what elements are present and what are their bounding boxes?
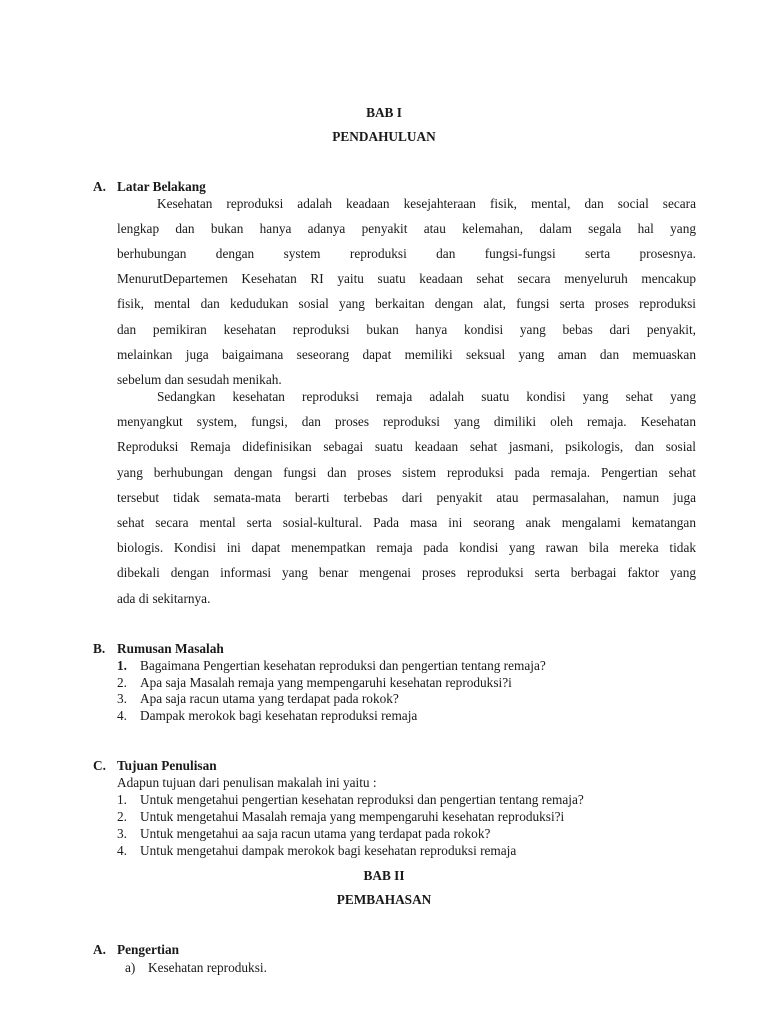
list-item: Untuk mengetahui aa saja racun utama yang terdapat pada rokok? [140, 826, 491, 841]
list-item: Untuk mengetahui Masalah remaja yang mempengaruhi kesehatan reproduksi?i [140, 809, 565, 824]
paragraph-line: ada di sekitarnya. [117, 591, 211, 606]
list-number: 3. [117, 826, 127, 841]
list-number: 2. [117, 809, 127, 824]
list-number: 3. [117, 691, 127, 706]
list-item: Apa saja racun utama yang terdapat pada rokok? [140, 691, 399, 706]
bab2-subtitle: PEMBAHASAN [336, 892, 432, 907]
paragraph-line: menyangkut system, fungsi, dan proses reproduksi yang dimiliki oleh remaja. Kesehatan [117, 414, 696, 429]
list-item: Untuk mengetahui pengertian kesehatan reproduksi dan pengertian tentang remaja? [140, 792, 584, 807]
list-number: a) [125, 960, 136, 975]
paragraph-line: sebelum dan sesudah menikah. [117, 372, 282, 387]
section-b-marker: B. [93, 641, 106, 656]
list-number: 1. [117, 658, 127, 673]
list-item: Untuk mengetahui dampak merokok bagi kesehatan reproduksi remaja [140, 843, 517, 858]
section-pengertian-marker: A. [93, 942, 106, 957]
section-a-heading: Latar Belakang [117, 179, 206, 194]
bab1-title: BAB I [366, 105, 402, 120]
paragraph-line: sehat secara mental serta sosial-kultural. Pada masa ini seorang anak mengalami kematangan [117, 515, 696, 530]
bab1-subtitle: PENDAHULUAN [332, 129, 436, 144]
paragraph-line: dan pemikiran kesehatan reproduksi bukan hanya kondisi yang bebas dari penyakit, [117, 322, 696, 337]
list-item: Bagaimana Pengertian kesehatan reproduksi dan pengertian tentang remaja? [140, 658, 546, 673]
tujuan-intro: Adapun tujuan dari penulisan makalah ini yaitu : [117, 775, 377, 790]
paragraph-line: lengkap dan bukan hanya adanya penyakit atau kelemahan, dalam segala hal yang [117, 221, 696, 236]
section-b-heading: Rumusan Masalah [117, 641, 224, 656]
paragraph-line: melainkan juga baigaimana seseorang dapat memiliki seksual yang aman dan memuaskan [117, 347, 696, 362]
paragraph-line: Sedangkan kesehatan reproduksi remaja adalah suatu kondisi yang sehat yang [157, 389, 696, 404]
section-c-marker: C. [93, 758, 106, 773]
list-item: Apa saja Masalah remaja yang mempengaruhi kesehatan reproduksi?i [140, 675, 512, 690]
section-pengertian-heading: Pengertian [117, 942, 180, 957]
paragraph-line: fisik, mental dan kedudukan sosial yang berkaitan dengan alat, fungsi serta proses reproduksi [117, 296, 696, 311]
bab2-title: BAB II [363, 868, 405, 883]
list-item: Dampak merokok bagi kesehatan reproduksi remaja [140, 708, 418, 723]
paragraph-line: tersebut tidak semata-mata berarti terbebas dari penyakit atau permasalahan, namun juga [117, 490, 696, 505]
paragraph-line: biologis. Kondisi ini dapat menempatkan remaja pada kondisi yang rawan bila mereka tidak [117, 540, 696, 555]
list-number: 2. [117, 675, 127, 690]
section-a-marker: A. [93, 179, 106, 194]
paragraph-line: dibekali dengan informasi yang benar mengenai proses reproduksi serta berbagai faktor yang [117, 565, 696, 580]
paragraph-line: MenurutDepartemen Kesehatan RI yaitu suatu keadaan sehat secara menyeluruh mencakup [117, 271, 696, 286]
paragraph-line: yang berhubungan dengan fungsi dan proses sistem reproduksi pada remaja. Pengertian sehat [117, 465, 696, 480]
list-number: 1. [117, 792, 127, 807]
list-number: 4. [117, 843, 127, 858]
paragraph-line: berhubungan dengan system reproduksi dan fungsi-fungsi serta prosesnya. [117, 246, 696, 261]
paragraph-line: Kesehatan reproduksi adalah keadaan kesejahteraan fisik, mental, dan social secara [157, 196, 696, 211]
list-item: Kesehatan reproduksi. [148, 960, 267, 975]
section-c-heading: Tujuan Penulisan [117, 758, 217, 773]
paragraph-line: Reproduksi Remaja didefinisikan sebagai suatu keadaan sehat jasmani, psikologis, dan sosial [117, 439, 696, 454]
list-number: 4. [117, 708, 127, 723]
